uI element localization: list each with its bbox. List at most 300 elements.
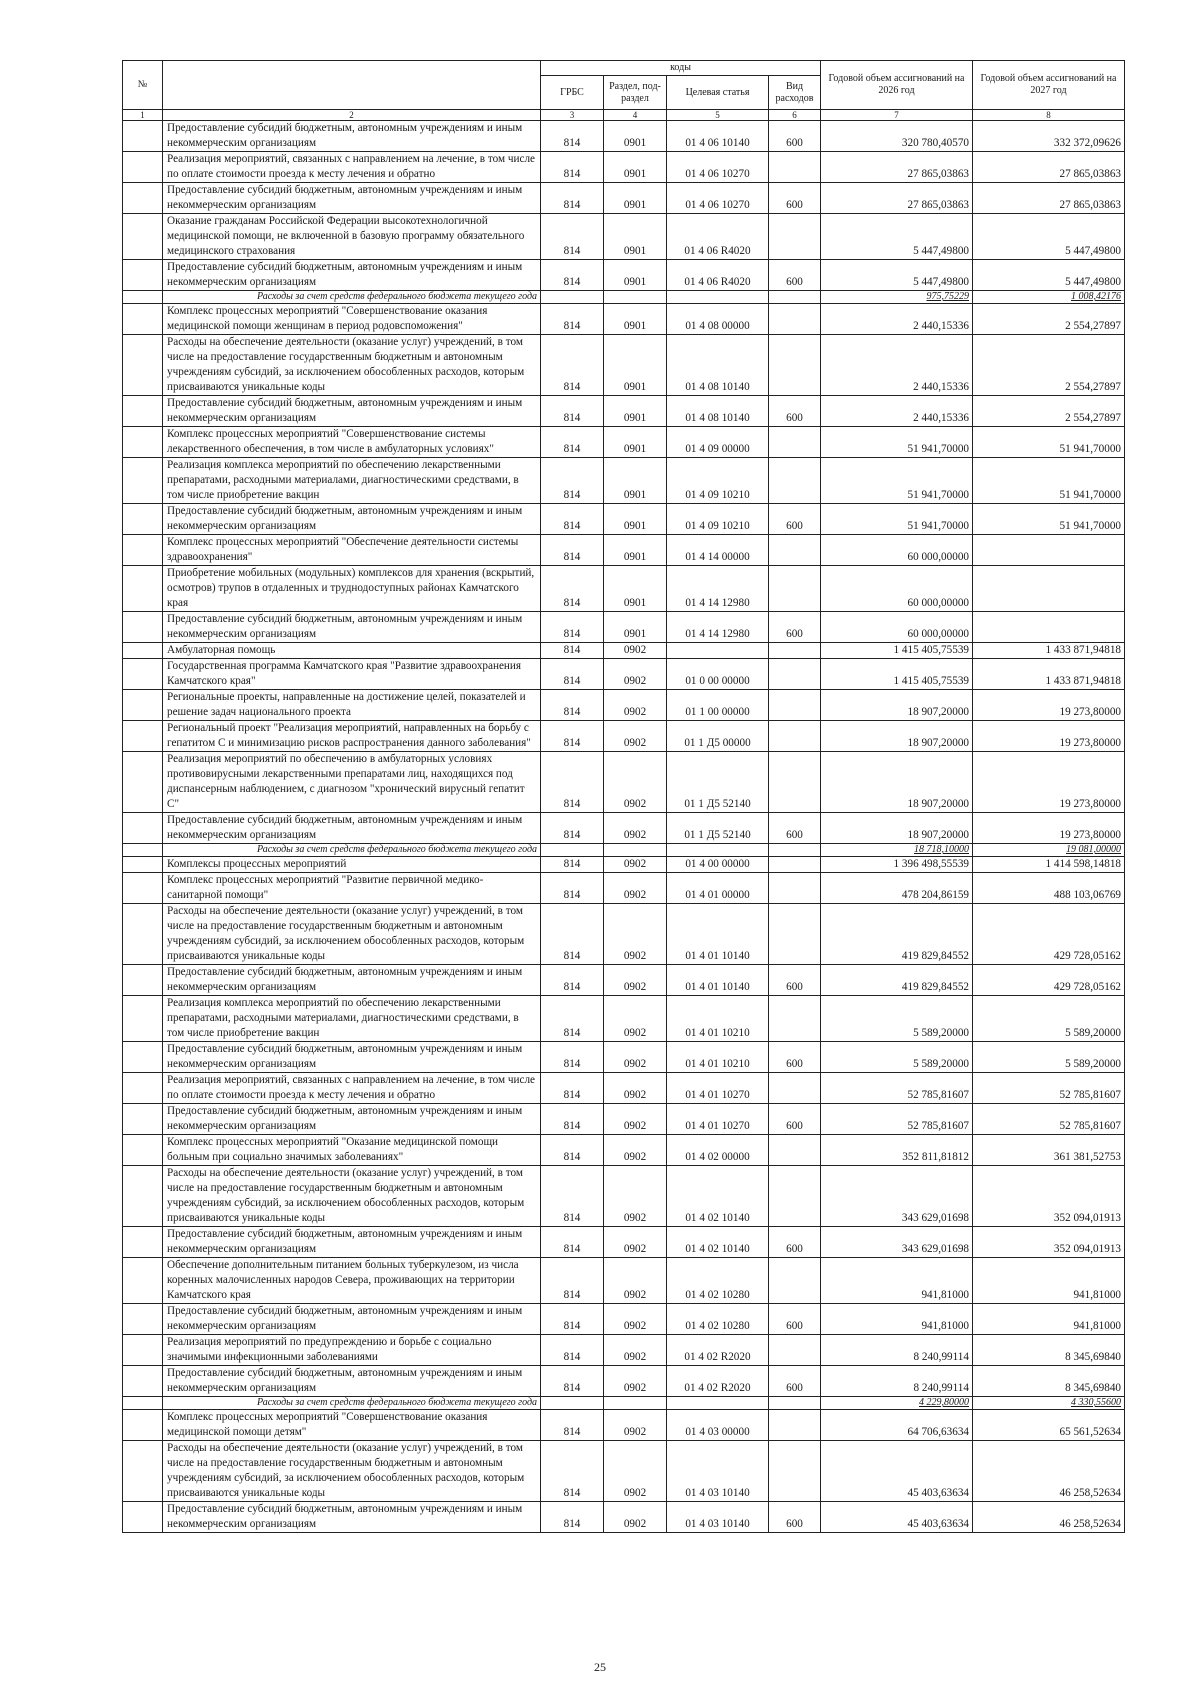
row-number-cell	[123, 1258, 163, 1304]
col-num: 6	[769, 110, 821, 121]
row-target: 01 4 03 10140	[667, 1502, 769, 1533]
row-amount-2026: 478 204,86159	[821, 873, 973, 904]
row-number-cell	[123, 1073, 163, 1104]
row-number-cell	[123, 291, 163, 304]
row-target: 01 1 Д5 52140	[667, 813, 769, 844]
row-razdel: 0902	[604, 1366, 667, 1397]
row-target: 01 4 01 10140	[667, 904, 769, 965]
table-row	[123, 1410, 1125, 1441]
row-target: 01 1 00 00000	[667, 690, 769, 721]
row-name: Предоставление субсидий бюджетным, автономным учреждениям и иным некоммерческим организациям	[163, 1104, 541, 1135]
row-razdel: 0901	[604, 260, 667, 291]
row-razdel: 0902	[604, 873, 667, 904]
row-amount-2026: 45 403,63634	[821, 1502, 973, 1533]
row-vid	[769, 291, 821, 304]
row-target	[667, 844, 769, 857]
row-name: Расходы на обеспечение деятельности (оказание услуг) учреждений, в том числе на предоставление государственным бюджетным и автономным учреждениям субсидий, за исключением обособленных расходов, которым присваиваются уникальные коды	[163, 1166, 541, 1227]
row-name: Расходы за счет средств федерального бюджета текущего года	[163, 844, 541, 857]
row-vid	[769, 659, 821, 690]
row-amount-2027: 332 372,09626	[973, 121, 1125, 152]
row-razdel: 0902	[604, 1441, 667, 1502]
row-target: 01 0 00 00000	[667, 659, 769, 690]
row-target: 01 1 Д5 52140	[667, 752, 769, 813]
row-razdel: 0902	[604, 1042, 667, 1073]
row-number-cell	[123, 1042, 163, 1073]
row-amount-2026: 2 440,15336	[821, 335, 973, 396]
row-number-cell	[123, 152, 163, 183]
row-amount-2027: 429 728,05162	[973, 965, 1125, 996]
row-razdel: 0901	[604, 335, 667, 396]
row-number-cell	[123, 904, 163, 965]
row-vid	[769, 152, 821, 183]
table-row	[123, 752, 1125, 813]
row-number-cell	[123, 214, 163, 260]
row-grbs: 814	[541, 1166, 604, 1227]
column-number-row	[123, 110, 1125, 121]
row-amount-2026: 419 829,84552	[821, 965, 973, 996]
row-number-cell	[123, 1335, 163, 1366]
row-vid	[769, 752, 821, 813]
row-razdel: 0902	[604, 1104, 667, 1135]
row-razdel: 0902	[604, 1258, 667, 1304]
row-amount-2026: 5 447,49800	[821, 214, 973, 260]
row-amount-2027: 1 433 871,94818	[973, 659, 1125, 690]
row-amount-2027: 46 258,52634	[973, 1502, 1125, 1533]
row-target: 01 4 01 10270	[667, 1104, 769, 1135]
row-amount-2027: 352 094,01913	[973, 1166, 1125, 1227]
row-name: Реализация комплекса мероприятий по обеспечению лекарственными препаратами, расходными материалами, диагностическими средствами, в том числе приобретение вакцин	[163, 458, 541, 504]
row-name: Расходы за счет средств федерального бюджета текущего года	[163, 291, 541, 304]
budget-table-page	[122, 60, 1124, 1533]
row-name: Предоставление субсидий бюджетным, автономным учреждениям и иным некоммерческим организациям	[163, 504, 541, 535]
row-grbs: 814	[541, 690, 604, 721]
row-amount-2026: 18 907,20000	[821, 690, 973, 721]
row-grbs: 814	[541, 659, 604, 690]
row-number-cell	[123, 1397, 163, 1410]
row-number-cell	[123, 566, 163, 612]
col-num: 1	[123, 110, 163, 121]
row-name: Предоставление субсидий бюджетным, автономным учреждениям и иным некоммерческим организациям	[163, 1304, 541, 1335]
page-number: 25	[594, 1660, 606, 1674]
col-num: 2	[163, 110, 541, 121]
row-vid	[769, 214, 821, 260]
row-grbs: 814	[541, 643, 604, 659]
row-grbs: 814	[541, 1441, 604, 1502]
row-grbs	[541, 1397, 604, 1410]
row-name: Расходы на обеспечение деятельности (оказание услуг) учреждений, в том числе на предоставление государственным бюджетным и автономным учреждениям субсидий, за исключением обособленных расходов, которым присваиваются уникальные коды	[163, 904, 541, 965]
table-row	[123, 214, 1125, 260]
federal-budget-row	[123, 291, 1125, 304]
row-grbs: 814	[541, 904, 604, 965]
row-number-cell	[123, 690, 163, 721]
row-name: Расходы на обеспечение деятельности (оказание услуг) учреждений, в том числе на предоставление государственным бюджетным и автономным учреждениям субсидий, за исключением обособленных расходов, которым присваиваются уникальные коды	[163, 1441, 541, 1502]
row-amount-2027: 941,81000	[973, 1258, 1125, 1304]
table-row	[123, 965, 1125, 996]
row-name: Реализация мероприятий, связанных с направлением на лечение, в том числе по оплате стоимости проезда к месту лечения и обратно	[163, 152, 541, 183]
row-grbs: 814	[541, 1410, 604, 1441]
row-target: 01 4 01 10210	[667, 996, 769, 1042]
row-grbs: 814	[541, 535, 604, 566]
row-grbs: 814	[541, 857, 604, 873]
row-amount-2026: 60 000,00000	[821, 535, 973, 566]
row-target: 01 4 01 10270	[667, 1073, 769, 1104]
row-amount-2026: 419 829,84552	[821, 904, 973, 965]
row-grbs	[541, 844, 604, 857]
row-number-cell	[123, 752, 163, 813]
row-grbs: 814	[541, 1366, 604, 1397]
row-vid	[769, 535, 821, 566]
row-razdel: 0901	[604, 214, 667, 260]
row-amount-2027	[973, 612, 1125, 643]
row-amount-2027: 52 785,81607	[973, 1104, 1125, 1135]
row-amount-2026: 8 240,99114	[821, 1335, 973, 1366]
row-vid	[769, 1135, 821, 1166]
row-target: 01 4 02 10140	[667, 1166, 769, 1227]
row-amount-2027: 5 447,49800	[973, 214, 1125, 260]
row-target: 01 4 01 00000	[667, 873, 769, 904]
row-vid: 600	[769, 965, 821, 996]
row-target: 01 4 14 00000	[667, 535, 769, 566]
row-target	[667, 643, 769, 659]
row-vid	[769, 904, 821, 965]
table-row	[123, 260, 1125, 291]
row-number-cell	[123, 396, 163, 427]
row-vid	[769, 690, 821, 721]
row-amount-2027	[973, 535, 1125, 566]
row-razdel	[604, 844, 667, 857]
row-number-cell	[123, 659, 163, 690]
row-vid	[769, 1166, 821, 1227]
row-vid	[769, 304, 821, 335]
row-amount-2027: 361 381,52753	[973, 1135, 1125, 1166]
row-razdel: 0901	[604, 504, 667, 535]
row-razdel: 0902	[604, 1410, 667, 1441]
row-amount-2026: 5 589,20000	[821, 996, 973, 1042]
row-number-cell	[123, 844, 163, 857]
row-razdel: 0902	[604, 1502, 667, 1533]
row-razdel: 0901	[604, 304, 667, 335]
row-number-cell	[123, 1441, 163, 1502]
row-razdel: 0902	[604, 1304, 667, 1335]
row-amount-2026: 27 865,03863	[821, 183, 973, 214]
row-amount-2027: 1 008,42176	[973, 291, 1125, 304]
row-target: 01 4 02 10140	[667, 1227, 769, 1258]
row-amount-2026: 51 941,70000	[821, 504, 973, 535]
header-razdel: Раздел, под-раздел	[604, 76, 667, 110]
row-target: 01 4 08 10140	[667, 335, 769, 396]
row-razdel: 0902	[604, 690, 667, 721]
row-number-cell	[123, 1410, 163, 1441]
col-num: 3	[541, 110, 604, 121]
federal-budget-row	[123, 1397, 1125, 1410]
row-target: 01 4 03 00000	[667, 1410, 769, 1441]
row-name: Предоставление субсидий бюджетным, автономным учреждениям и иным некоммерческим организациям	[163, 396, 541, 427]
row-amount-2027: 65 561,52634	[973, 1410, 1125, 1441]
row-grbs: 814	[541, 214, 604, 260]
row-amount-2026: 51 941,70000	[821, 427, 973, 458]
row-amount-2026: 64 706,63634	[821, 1410, 973, 1441]
header-number: №	[123, 61, 163, 110]
table-row	[123, 1135, 1125, 1166]
row-amount-2027: 5 589,20000	[973, 996, 1125, 1042]
table-row	[123, 152, 1125, 183]
row-razdel: 0902	[604, 1135, 667, 1166]
row-grbs: 814	[541, 1135, 604, 1166]
row-amount-2026: 60 000,00000	[821, 612, 973, 643]
table-row	[123, 690, 1125, 721]
row-amount-2026: 975,75229	[821, 291, 973, 304]
row-razdel: 0902	[604, 857, 667, 873]
row-razdel: 0902	[604, 643, 667, 659]
row-vid: 600	[769, 1304, 821, 1335]
header-year-2027: Годовой объем ассигнований на 2027 год	[973, 61, 1125, 110]
row-number-cell	[123, 183, 163, 214]
row-name: Амбулаторная помощь	[163, 643, 541, 659]
row-grbs: 814	[541, 612, 604, 643]
table-row	[123, 721, 1125, 752]
table-row	[123, 1441, 1125, 1502]
row-vid	[769, 1073, 821, 1104]
row-amount-2027: 8 345,69840	[973, 1335, 1125, 1366]
table-row	[123, 1335, 1125, 1366]
row-razdel: 0902	[604, 721, 667, 752]
row-razdel: 0901	[604, 566, 667, 612]
row-name: Предоставление субсидий бюджетным, автономным учреждениям и иным некоммерческим организациям	[163, 612, 541, 643]
row-number-cell	[123, 458, 163, 504]
table-row	[123, 335, 1125, 396]
table-row	[123, 566, 1125, 612]
row-vid: 600	[769, 813, 821, 844]
row-grbs: 814	[541, 1042, 604, 1073]
table-row	[123, 1042, 1125, 1073]
row-vid: 600	[769, 1502, 821, 1533]
table-row	[123, 1166, 1125, 1227]
table-row	[123, 659, 1125, 690]
row-amount-2027: 19 081,00000	[973, 844, 1125, 857]
row-razdel: 0902	[604, 1073, 667, 1104]
row-amount-2027: 941,81000	[973, 1304, 1125, 1335]
row-grbs	[541, 291, 604, 304]
table-row	[123, 857, 1125, 873]
row-grbs: 814	[541, 1502, 604, 1533]
row-amount-2026: 60 000,00000	[821, 566, 973, 612]
row-amount-2026: 51 941,70000	[821, 458, 973, 504]
row-vid: 600	[769, 1366, 821, 1397]
row-number-cell	[123, 721, 163, 752]
row-number-cell	[123, 1166, 163, 1227]
row-name: Комплекс процессных мероприятий "Развитие первичной медико-санитарной помощи"	[163, 873, 541, 904]
row-name: Комплекс процессных мероприятий "Совершенствование системы лекарственного обеспечения, в том числе в амбулаторных условиях"	[163, 427, 541, 458]
row-number-cell	[123, 1227, 163, 1258]
row-name: Комплекс процессных мероприятий "Совершенствование оказания медицинской помощи детям"	[163, 1410, 541, 1441]
row-amount-2026: 941,81000	[821, 1258, 973, 1304]
row-amount-2026: 941,81000	[821, 1304, 973, 1335]
row-vid: 600	[769, 260, 821, 291]
row-name: Региональные проекты, направленные на достижение целей, показателей и решение задач национального проекта	[163, 690, 541, 721]
row-name: Реализация мероприятий по обеспечению в амбулаторных условиях противовирусными лекарственными препаратами лиц, находящихся под диспансерным наблюдением, с диагнозом "хронический вирусный гепатит С"	[163, 752, 541, 813]
row-razdel: 0902	[604, 1227, 667, 1258]
row-razdel	[604, 1397, 667, 1410]
row-target: 01 4 06 10270	[667, 183, 769, 214]
row-grbs: 814	[541, 396, 604, 427]
table-row	[123, 1502, 1125, 1533]
row-amount-2027: 8 345,69840	[973, 1366, 1125, 1397]
row-number-cell	[123, 643, 163, 659]
row-number-cell	[123, 1135, 163, 1166]
table-row	[123, 813, 1125, 844]
table-row	[123, 1304, 1125, 1335]
row-target: 01 1 Д5 00000	[667, 721, 769, 752]
row-number-cell	[123, 1304, 163, 1335]
row-amount-2027: 19 273,80000	[973, 752, 1125, 813]
row-vid	[769, 721, 821, 752]
row-vid	[769, 1441, 821, 1502]
row-amount-2026: 27 865,03863	[821, 152, 973, 183]
row-name: Реализация мероприятий по предупреждению и борьбе с социально значимыми инфекционными заболеваниями	[163, 1335, 541, 1366]
row-vid: 600	[769, 121, 821, 152]
row-grbs: 814	[541, 1304, 604, 1335]
row-razdel: 0902	[604, 659, 667, 690]
row-number-cell	[123, 996, 163, 1042]
row-target: 01 4 06 R4020	[667, 260, 769, 291]
row-name: Комплекс процессных мероприятий "Обеспечение деятельности системы здравоохранения"	[163, 535, 541, 566]
row-grbs: 814	[541, 427, 604, 458]
table-row	[123, 535, 1125, 566]
row-name: Оказание гражданам Российской Федерации высокотехнологичной медицинской помощи, не включенной в базовую программу обязательного медицинского страхования	[163, 214, 541, 260]
row-grbs: 814	[541, 752, 604, 813]
header-name	[163, 61, 541, 110]
row-razdel: 0902	[604, 965, 667, 996]
table-row	[123, 873, 1125, 904]
row-target: 01 4 01 10210	[667, 1042, 769, 1073]
row-amount-2026: 5 589,20000	[821, 1042, 973, 1073]
row-grbs: 814	[541, 260, 604, 291]
row-name: Предоставление субсидий бюджетным, автономным учреждениям и иным некоммерческим организациям	[163, 1366, 541, 1397]
row-amount-2026: 4 229,80000	[821, 1397, 973, 1410]
row-razdel: 0901	[604, 535, 667, 566]
header-codes: коды	[541, 61, 821, 76]
row-vid	[769, 427, 821, 458]
row-name: Расходы за счет средств федерального бюджета текущего года	[163, 1397, 541, 1410]
row-vid	[769, 335, 821, 396]
table-row	[123, 1104, 1125, 1135]
row-grbs: 814	[541, 152, 604, 183]
row-vid: 600	[769, 504, 821, 535]
row-target: 01 4 06 10270	[667, 152, 769, 183]
col-num: 8	[973, 110, 1125, 121]
row-target	[667, 291, 769, 304]
row-razdel: 0902	[604, 996, 667, 1042]
row-amount-2027: 27 865,03863	[973, 183, 1125, 214]
row-amount-2027: 27 865,03863	[973, 152, 1125, 183]
row-target: 01 4 14 12980	[667, 566, 769, 612]
row-razdel: 0902	[604, 1166, 667, 1227]
row-number-cell	[123, 427, 163, 458]
row-target: 01 4 02 00000	[667, 1135, 769, 1166]
row-amount-2026: 1 415 405,75539	[821, 643, 973, 659]
row-target: 01 4 06 10140	[667, 121, 769, 152]
row-vid	[769, 996, 821, 1042]
row-amount-2027	[973, 566, 1125, 612]
row-target	[667, 1397, 769, 1410]
row-vid: 600	[769, 1042, 821, 1073]
row-number-cell	[123, 1502, 163, 1533]
row-grbs: 814	[541, 335, 604, 396]
row-name: Региональный проект "Реализация мероприятий, направленных на борьбу с гепатитом С и минимизацию рисков распространения данного заболевания"	[163, 721, 541, 752]
col-num: 7	[821, 110, 973, 121]
table-row	[123, 1227, 1125, 1258]
table-row	[123, 904, 1125, 965]
row-number-cell	[123, 1104, 163, 1135]
row-vid: 600	[769, 612, 821, 643]
row-amount-2026: 5 447,49800	[821, 260, 973, 291]
row-name: Реализация мероприятий, связанных с направлением на лечение, в том числе по оплате стоимости проезда к месту лечения и обратно	[163, 1073, 541, 1104]
row-number-cell	[123, 612, 163, 643]
row-target: 01 4 00 00000	[667, 857, 769, 873]
row-razdel: 0902	[604, 904, 667, 965]
table-row	[123, 1258, 1125, 1304]
header-grbs: ГРБС	[541, 76, 604, 110]
row-number-cell	[123, 121, 163, 152]
federal-budget-row	[123, 844, 1125, 857]
row-amount-2026: 18 907,20000	[821, 721, 973, 752]
row-vid	[769, 458, 821, 504]
row-amount-2026: 343 629,01698	[821, 1227, 973, 1258]
row-amount-2027: 429 728,05162	[973, 904, 1125, 965]
row-amount-2026: 2 440,15336	[821, 304, 973, 335]
header-target: Целевая статья	[667, 76, 769, 110]
row-number-cell	[123, 813, 163, 844]
row-amount-2027: 2 554,27897	[973, 304, 1125, 335]
row-grbs: 814	[541, 1335, 604, 1366]
row-target: 01 4 02 R2020	[667, 1366, 769, 1397]
row-target: 01 4 02 10280	[667, 1258, 769, 1304]
row-number-cell	[123, 535, 163, 566]
row-grbs: 814	[541, 458, 604, 504]
row-razdel: 0901	[604, 612, 667, 643]
row-target: 01 4 03 10140	[667, 1441, 769, 1502]
row-grbs: 814	[541, 504, 604, 535]
row-name: Предоставление субсидий бюджетным, автономным учреждениям и иным некоммерческим организациям	[163, 965, 541, 996]
row-amount-2026: 343 629,01698	[821, 1166, 973, 1227]
row-amount-2026: 45 403,63634	[821, 1441, 973, 1502]
row-razdel	[604, 291, 667, 304]
table-body	[123, 121, 1125, 1533]
row-vid: 600	[769, 396, 821, 427]
row-name: Государственная программа Камчатского края "Развитие здравоохранения Камчатского края"	[163, 659, 541, 690]
row-amount-2027: 1 433 871,94818	[973, 643, 1125, 659]
row-razdel: 0901	[604, 396, 667, 427]
table-row	[123, 1366, 1125, 1397]
row-amount-2027: 2 554,27897	[973, 335, 1125, 396]
table-row	[123, 304, 1125, 335]
budget-table	[122, 60, 1125, 1533]
row-vid	[769, 566, 821, 612]
row-vid	[769, 1258, 821, 1304]
row-number-cell	[123, 304, 163, 335]
row-name: Предоставление субсидий бюджетным, автономным учреждениям и иным некоммерческим организациям	[163, 260, 541, 291]
row-number-cell	[123, 857, 163, 873]
row-name: Обеспечение дополнительным питанием больных туберкулезом, из числа коренных малочисленных народов Севера, проживающих на территории Камчатского края	[163, 1258, 541, 1304]
row-name: Предоставление субсидий бюджетным, автономным учреждениям и иным некоммерческим организациям	[163, 1502, 541, 1533]
row-vid	[769, 857, 821, 873]
row-name: Приобретение мобильных (модульных) комплексов для хранения (вскрытий, осмотров) трупов в отдаленных и труднодоступных районах Камчатского края	[163, 566, 541, 612]
row-grbs: 814	[541, 1073, 604, 1104]
row-amount-2027: 19 273,80000	[973, 690, 1125, 721]
row-target: 01 4 09 00000	[667, 427, 769, 458]
row-target: 01 4 08 10140	[667, 396, 769, 427]
row-target: 01 4 02 R2020	[667, 1335, 769, 1366]
